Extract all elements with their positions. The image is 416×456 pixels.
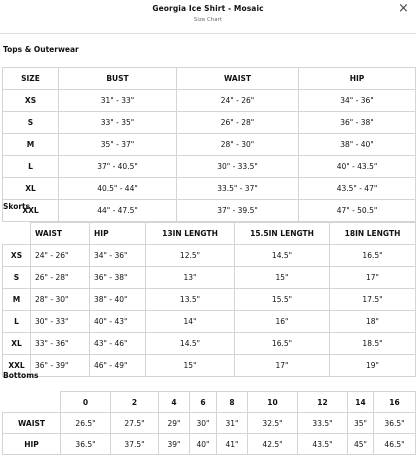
skorts-cell: 30" - 33" (31, 311, 90, 333)
skorts-row-label: XS (3, 245, 31, 267)
bottoms-cell: 40" (190, 434, 217, 455)
skorts-cell: 40" - 43" (90, 311, 146, 333)
bottoms-cell: 33.5" (298, 413, 348, 434)
tops-row (3, 90, 416, 112)
skorts-cell: 26" - 28" (31, 267, 90, 289)
tops-cell: 40.5" - 44" (59, 178, 177, 200)
close-icon[interactable]: × (398, 1, 409, 16)
tops-cell: 40" - 43.5" (299, 156, 416, 178)
bottoms-cell: 32.5" (248, 413, 298, 434)
skorts-header-row (3, 223, 416, 245)
tops-cell: 33.5" - 37" (177, 178, 299, 200)
skorts-row (3, 289, 416, 311)
bottoms-cell: 42.5" (248, 434, 298, 455)
section-title-skorts: Skorts (3, 202, 31, 211)
skorts-column-header: 15.5IN LENGTH (235, 223, 330, 245)
tops-header-row (3, 68, 416, 90)
tops-cell: 35" - 37" (59, 134, 177, 156)
tops-cell: 44" - 47.5" (59, 200, 177, 222)
skorts-cell: 24" - 26" (31, 245, 90, 267)
tops-row-label: S (3, 112, 59, 134)
bottoms-cell: 27.5" (111, 413, 159, 434)
skorts-row-label: L (3, 311, 31, 333)
bottoms-column-header: 10 (248, 392, 298, 413)
bottoms-column-header: 0 (61, 392, 111, 413)
skorts-cell: 17" (235, 355, 330, 377)
skorts-row (3, 355, 416, 377)
modal-title: Georgia Ice Shirt - Mosaic (152, 4, 264, 13)
skorts-column-header: HIP (90, 223, 146, 245)
bottoms-row-label: HIP (3, 434, 61, 455)
tops-cell: 31" - 33" (59, 90, 177, 112)
bottoms-column-header: 2 (111, 392, 159, 413)
bottoms-cell: 46.5" (374, 434, 416, 455)
section-title-bottoms: Bottoms (3, 371, 39, 380)
skorts-cell: 16" (235, 311, 330, 333)
tops-row-label: XXL (3, 200, 59, 222)
skorts-cell: 13.5" (146, 289, 235, 311)
tops-row (3, 200, 416, 222)
skorts-column-header (3, 223, 31, 245)
tops-cell: 43.5" - 47" (299, 178, 416, 200)
bottoms-cell: 37.5" (111, 434, 159, 455)
skorts-cell: 46" - 49" (90, 355, 146, 377)
skorts-cell: 36" - 39" (31, 355, 90, 377)
skorts-cell: 36" - 38" (90, 267, 146, 289)
bottoms-column-header: 8 (217, 392, 248, 413)
tops-column-header: WAIST (177, 68, 299, 90)
tops-row (3, 112, 416, 134)
bottoms-row (3, 434, 416, 455)
bottoms-row-label: WAIST (3, 413, 61, 434)
skorts-cell: 28" - 30" (31, 289, 90, 311)
section-title-tops: Tops & Outerwear (3, 45, 79, 54)
skorts-cell: 12.5" (146, 245, 235, 267)
tops-cell: 34" - 36" (299, 90, 416, 112)
skorts-cell: 14.5" (146, 333, 235, 355)
skorts-cell: 16.5" (235, 333, 330, 355)
tops-row-label: L (3, 156, 59, 178)
tops-cell: 37" - 40.5" (59, 156, 177, 178)
skorts-cell: 19" (330, 355, 416, 377)
skorts-row (3, 245, 416, 267)
skorts-cell: 17.5" (330, 289, 416, 311)
tops-cell: 24" - 26" (177, 90, 299, 112)
bottoms-column-header: 14 (348, 392, 374, 413)
skorts-row (3, 333, 416, 355)
tops-column-header: BUST (59, 68, 177, 90)
skorts-row (3, 267, 416, 289)
bottoms-row (3, 413, 416, 434)
skorts-row-label: M (3, 289, 31, 311)
bottoms-size-table (2, 391, 416, 455)
bottoms-header-row (3, 392, 416, 413)
bottoms-cell: 26.5" (61, 413, 111, 434)
bottoms-cell: 45" (348, 434, 374, 455)
modal-subtitle: Size Chart (193, 17, 223, 23)
skorts-row-label: XXL (3, 355, 31, 377)
bottoms-cell: 30" (190, 413, 217, 434)
skorts-column-header: 18IN LENGTH (330, 223, 416, 245)
tops-size-table (2, 67, 416, 222)
bottoms-cell: 29" (159, 413, 190, 434)
tops-row (3, 178, 416, 200)
skorts-cell: 15.5" (235, 289, 330, 311)
skorts-cell: 17" (330, 267, 416, 289)
bottoms-column-header: 12 (298, 392, 348, 413)
skorts-cell: 14" (146, 311, 235, 333)
header-divider (0, 33, 416, 34)
tops-cell: 28" - 30" (177, 134, 299, 156)
skorts-row-label: S (3, 267, 31, 289)
skorts-cell: 34" - 36" (90, 245, 146, 267)
tops-row (3, 156, 416, 178)
bottoms-column-header (3, 392, 61, 413)
skorts-column-header: WAIST (31, 223, 90, 245)
skorts-row (3, 311, 416, 333)
tops-cell: 37" - 39.5" (177, 200, 299, 222)
bottoms-column-header: 6 (190, 392, 217, 413)
tops-cell: 47" - 50.5" (299, 200, 416, 222)
skorts-cell: 15" (235, 267, 330, 289)
bottoms-cell: 36.5" (61, 434, 111, 455)
skorts-cell: 14.5" (235, 245, 330, 267)
bottoms-cell: 41" (217, 434, 248, 455)
tops-column-header: HIP (299, 68, 416, 90)
modal-header (0, 0, 416, 34)
skorts-row-label: XL (3, 333, 31, 355)
bottoms-cell: 36.5" (374, 413, 416, 434)
skorts-cell: 18" (330, 311, 416, 333)
bottoms-cell: 31" (217, 413, 248, 434)
tops-row-label: XL (3, 178, 59, 200)
tops-cell: 33" - 35" (59, 112, 177, 134)
skorts-cell: 18.5" (330, 333, 416, 355)
skorts-cell: 13" (146, 267, 235, 289)
tops-row (3, 134, 416, 156)
tops-cell: 36" - 38" (299, 112, 416, 134)
skorts-size-table (2, 222, 416, 377)
tops-cell: 38" - 40" (299, 134, 416, 156)
tops-cell: 30" - 33.5" (177, 156, 299, 178)
skorts-cell: 15" (146, 355, 235, 377)
bottoms-column-header: 4 (159, 392, 190, 413)
tops-cell: 26" - 28" (177, 112, 299, 134)
skorts-cell: 38" - 40" (90, 289, 146, 311)
bottoms-cell: 35" (348, 413, 374, 434)
bottoms-cell: 39" (159, 434, 190, 455)
bottoms-column-header: 16 (374, 392, 416, 413)
skorts-column-header: 13IN LENGTH (146, 223, 235, 245)
tops-row-label: M (3, 134, 59, 156)
tops-column-header: SIZE (3, 68, 59, 90)
tops-row-label: XS (3, 90, 59, 112)
skorts-cell: 16.5" (330, 245, 416, 267)
bottoms-cell: 43.5" (298, 434, 348, 455)
skorts-cell: 33" - 36" (31, 333, 90, 355)
skorts-cell: 43" - 46" (90, 333, 146, 355)
